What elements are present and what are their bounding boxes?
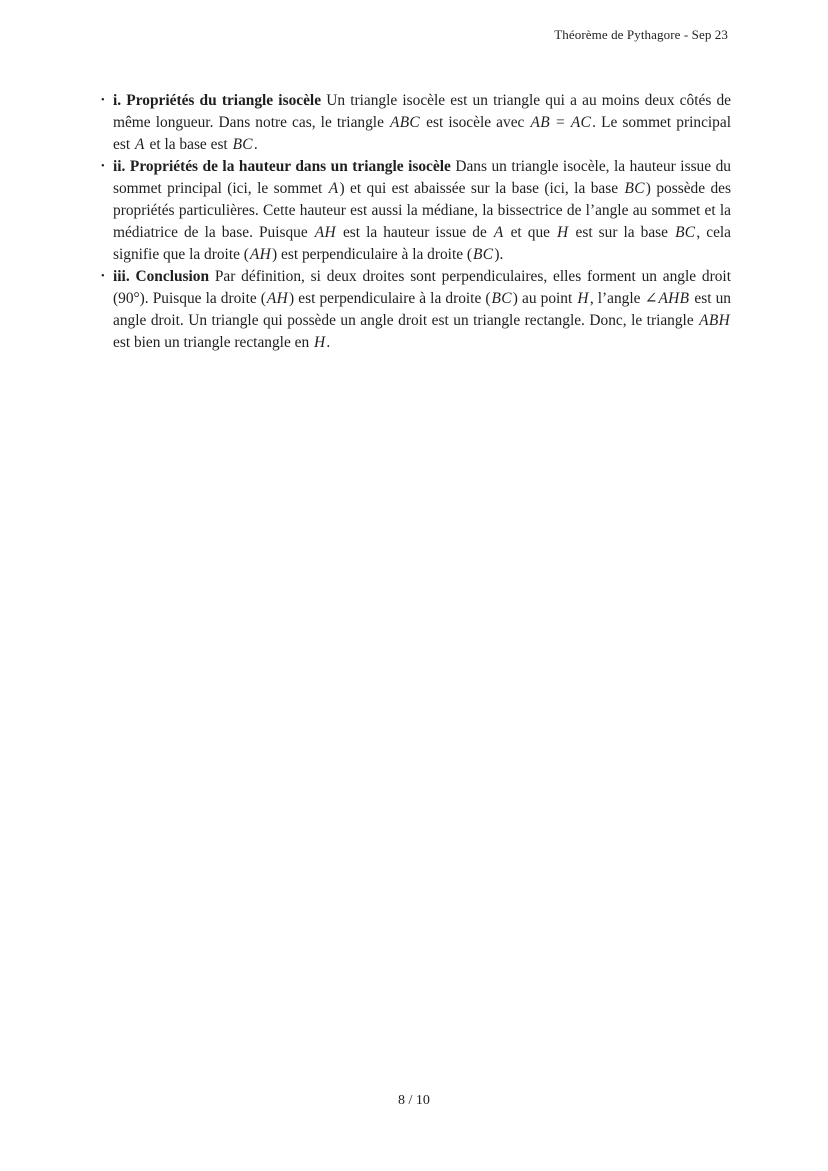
list-item <box>100 156 731 265</box>
math-variable: H <box>314 333 326 351</box>
text-run: ) est perpendiculaire à la droite ( <box>289 290 491 308</box>
list-item <box>100 90 731 155</box>
math-variable: A <box>493 223 504 241</box>
math-variable: AC <box>570 113 592 131</box>
page-header <box>554 27 728 43</box>
bold-text: iii. Conclusion <box>113 268 210 286</box>
math-variable: BC <box>675 223 696 241</box>
math-variable: AH <box>314 223 336 241</box>
text-run: Dans un triangle isocèle, la hauteur issue du sommet principal (ici, le sommet <box>113 158 731 198</box>
math-variable: BC <box>473 245 494 263</box>
text-run: et que <box>504 223 557 241</box>
text-run: . Le sommet principal est <box>113 113 731 153</box>
math-variable: A <box>328 180 339 198</box>
text-run: , l’angle ∠ <box>589 290 658 308</box>
text-run: . <box>253 135 258 153</box>
text-run: est sur la base <box>569 223 675 241</box>
text-run: Un triangle isocèle est un triangle qui a au moins deux côtés de même longueur. Dans notre cas, le triangle <box>113 92 732 131</box>
math-variable: H <box>557 223 569 241</box>
text-run: . <box>326 333 331 351</box>
list-item-text <box>113 268 731 350</box>
text-run: ) et qui est abaissée sur la base (ici, la base <box>339 180 624 198</box>
math-variable: H <box>577 290 589 308</box>
list-item-text <box>113 158 731 262</box>
math-variable: ABH <box>699 311 730 329</box>
math-variable: AHB <box>658 290 690 308</box>
document-body <box>100 90 731 355</box>
document-title: Théorème de Pythagore - Sep 23 <box>554 27 728 42</box>
text-run: ) au point <box>512 290 577 308</box>
bullet-icon: • <box>101 94 105 106</box>
page-footer <box>0 1093 828 1109</box>
math-variable: AH <box>266 290 289 308</box>
list-item <box>100 266 731 353</box>
bullet-icon: • <box>101 270 105 282</box>
bullet-icon: • <box>101 160 105 172</box>
text-run: , cela signifie que la droite ( <box>113 223 732 263</box>
math-variable: AB <box>530 113 550 131</box>
bold-text: i. Propriétés du triangle isocèle <box>113 92 322 109</box>
list-item-text <box>113 92 731 153</box>
text-run: et la base est <box>145 135 232 153</box>
text-run: ) est perpendiculaire à la droite ( <box>272 245 473 263</box>
text-run: est la hauteur issue de <box>336 223 493 241</box>
text-run: ). <box>494 245 504 263</box>
bold-text: ii. Propriétés de la hauteur dans un triangle isocèle <box>113 158 451 176</box>
math-variable: A <box>134 135 145 153</box>
text-run: est isocèle avec <box>421 113 530 131</box>
text-run: est bien un triangle rectangle en <box>113 333 313 351</box>
math-variable: AH <box>249 245 272 263</box>
text-run: ) possède des propriétés particulières. Cette hauteur est aussi la médiane, la bissectrice de l’angle au sommet et la médiatrice de la base. Puisque <box>113 180 731 241</box>
math-variable: ABC <box>390 113 420 131</box>
text-run: Par définition, si deux droites sont perpendiculaires, elles forment un angle droit (90°). Puisque la droite ( <box>113 268 731 308</box>
text-run: est un angle droit. Un triangle qui possède un angle droit est un triangle rectangle. Donc, le triangle <box>113 290 731 329</box>
math-variable: BC <box>232 135 253 153</box>
text-run: = <box>550 113 570 131</box>
page-number: 8 / 10 <box>398 1093 430 1108</box>
math-variable: BC <box>491 290 512 308</box>
math-variable: BC <box>624 180 645 198</box>
